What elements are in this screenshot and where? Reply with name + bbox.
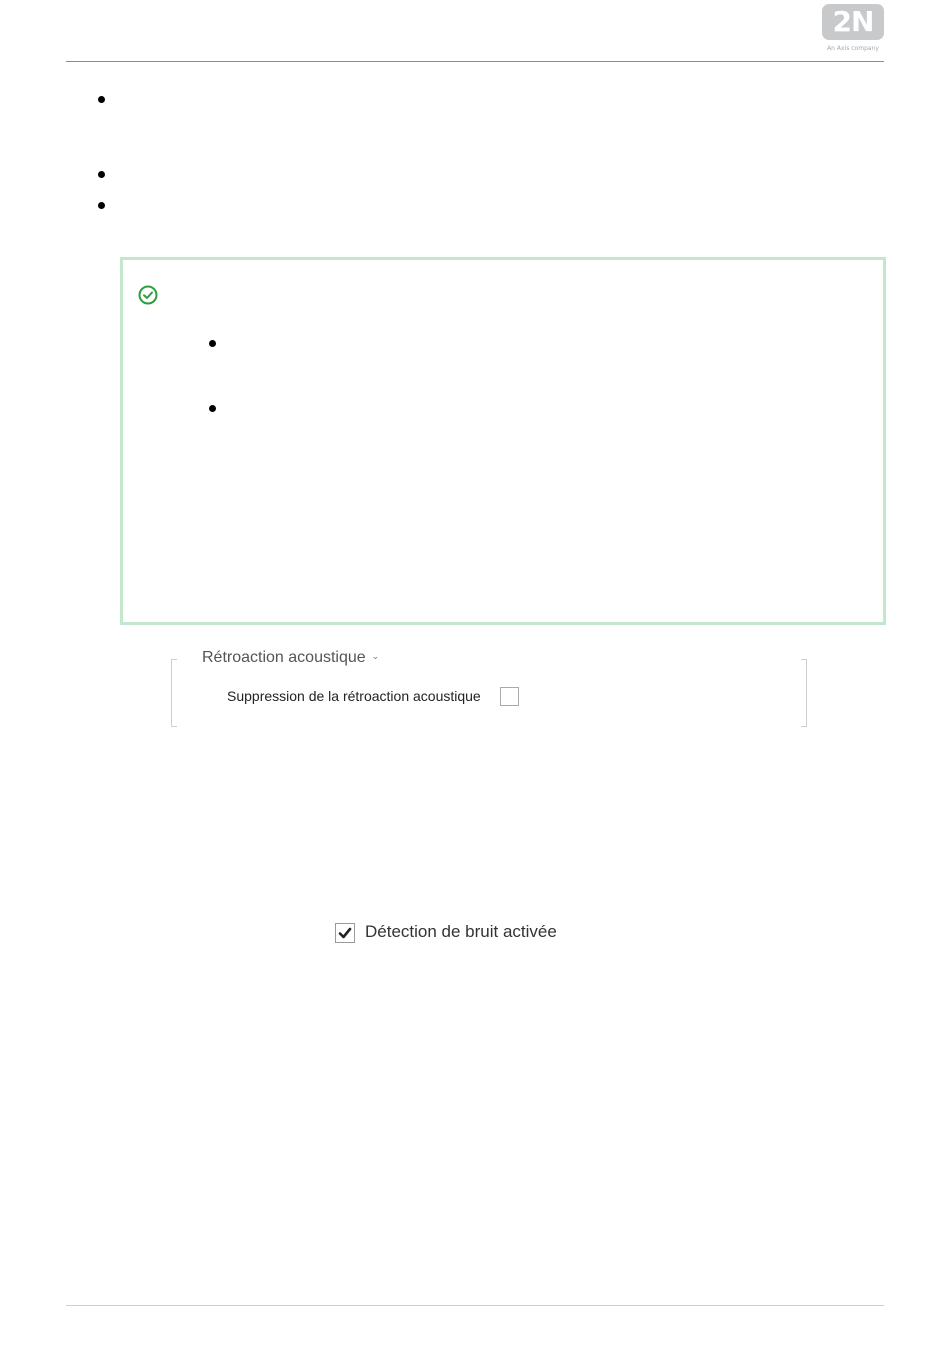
- noise-detection-checkbox[interactable]: [335, 923, 355, 943]
- panel-border-left: [171, 659, 177, 727]
- list-bullet: [98, 171, 105, 178]
- list-bullet: [98, 202, 105, 209]
- feedback-suppression-label: Suppression de la rétroaction acoustique: [227, 688, 481, 704]
- chevron-down-icon[interactable]: ⌄: [371, 651, 380, 661]
- footer-divider: [66, 1305, 884, 1306]
- check-mark-icon: [338, 926, 352, 940]
- tip-list-bullet: [209, 405, 216, 412]
- feedback-suppression-checkbox[interactable]: [500, 687, 519, 706]
- list-bullet: [98, 96, 105, 103]
- section-header[interactable]: [202, 649, 383, 667]
- logo-mark: 2N: [822, 4, 884, 40]
- tip-list-bullet: [209, 340, 216, 347]
- tip-box: [120, 257, 886, 625]
- section-title: Rétroaction acoustique: [202, 649, 366, 666]
- acoustic-feedback-panel: [171, 649, 807, 727]
- noise-detection-label: Détection de bruit activée: [365, 922, 557, 941]
- brand-logo: [822, 4, 886, 54]
- header-divider: [66, 61, 884, 62]
- panel-border-right: [801, 659, 807, 727]
- logo-tagline: An Axis company: [827, 45, 879, 52]
- check-circle-icon: [137, 284, 159, 306]
